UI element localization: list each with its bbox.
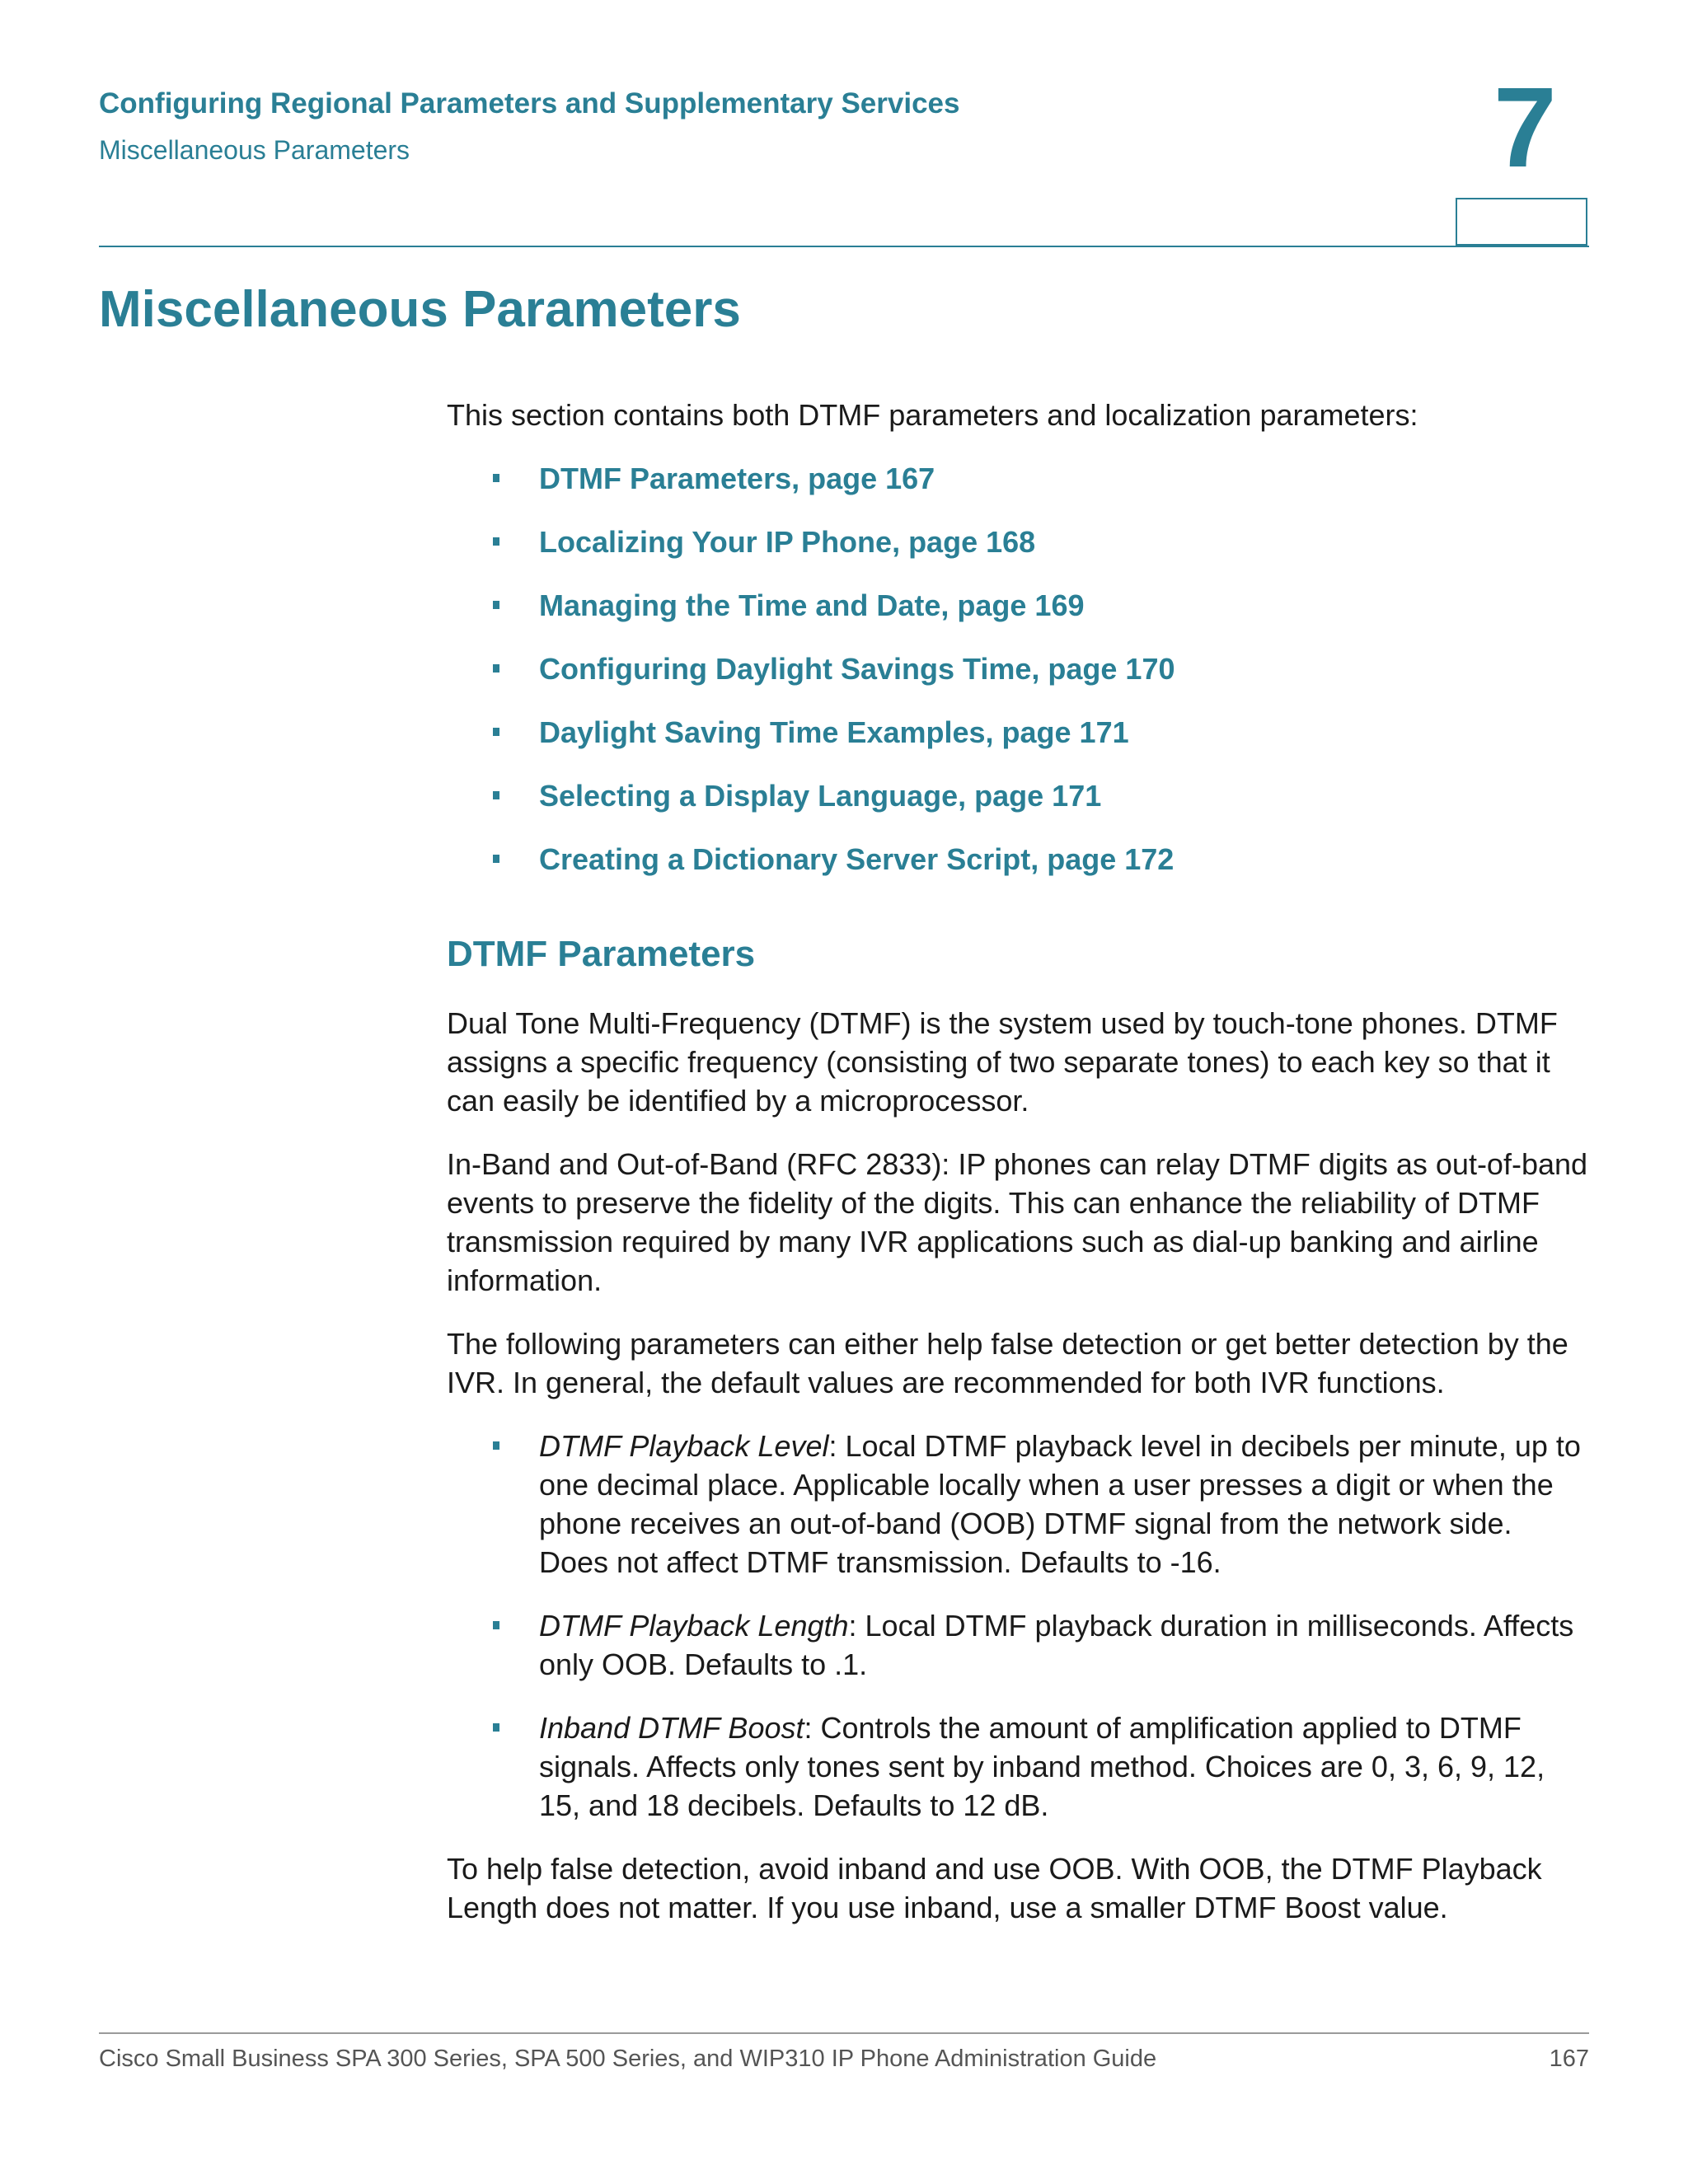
toc-link[interactable] (447, 649, 1589, 688)
bullet-icon (493, 474, 499, 482)
intro-text: This section contains both DTMF parameters and localization parameters: (447, 398, 1418, 432)
parameter-item (447, 1606, 1589, 1684)
parameter-name: DTMF Playback Length (539, 1609, 849, 1643)
chapter-tab-box (1456, 198, 1587, 246)
chapter-title: Configuring Regional Parameters and Supplementary Services (99, 87, 960, 120)
toc-link[interactable] (447, 776, 1589, 815)
bullet-icon (493, 728, 499, 736)
toc-link-label: Creating a Dictionary Server Script, page 172 (539, 842, 1175, 876)
parameter-description: : Controls the amount of amplification applied to DTMF signals. Affects only tones sent by inband method. Choices are 0, 3, 6, 9, 12, 15, and 18 decibels. Defaults to 12 dB. (539, 1711, 1545, 1822)
body-paragraph: The following parameters can either help false detection or get better detection by the IVR. In general, the default values are recommended for both IVR functions. (447, 1327, 1568, 1399)
body-paragraph: In-Band and Out-of-Band (RFC 2833): IP phones can relay DTMF digits as out-of-band events to preserve the fidelity of the digits. This can enhance the reliability of DTMF transmission required by many IVR applications such as dial-up banking and airline information. (447, 1147, 1588, 1297)
section-subtitle: Miscellaneous Parameters (99, 135, 410, 165)
closing-paragraph: To help false detection, avoid inband and use OOB. With OOB, the DTMF Playback Length does not matter. If you use inband, use a smaller DTMF Boost value. (447, 1852, 1542, 1924)
chapter-number: 7 (1493, 64, 1554, 191)
bullet-icon (493, 1723, 499, 1732)
toc-link-label: Selecting a Display Language, page 171 (539, 779, 1102, 813)
section-heading: DTMF Parameters (447, 934, 756, 974)
bullet-icon (493, 1621, 499, 1629)
toc-link[interactable] (447, 713, 1589, 752)
parameter-name: Inband DTMF Boost (539, 1711, 804, 1745)
parameter-description: : Local DTMF playback level in decibels per minute, up to one decimal place. Applicable locally when a user presses a digit or when the phone receives an out-of-band (OOB) DTMF signal from the network side. Does not affect DTMF transmission. Defaults to -16. (539, 1429, 1581, 1579)
toc-link[interactable] (447, 840, 1589, 879)
body-paragraph: Dual Tone Multi-Frequency (DTMF) is the system used by touch-tone phones. DTMF assigns a specific frequency (consisting of two separate tones) to each key so that it can easily be identified by a microprocessor. (447, 1006, 1558, 1118)
toc-link-label: Configuring Daylight Savings Time, page 170 (539, 652, 1175, 686)
toc-link[interactable] (447, 523, 1589, 561)
bullet-icon (493, 664, 499, 673)
main-content (447, 396, 1589, 1927)
bullet-icon (493, 855, 499, 863)
toc-list (447, 459, 1589, 879)
toc-link-label: Localizing Your IP Phone, page 168 (539, 525, 1036, 559)
parameter-item (447, 1708, 1589, 1825)
bullet-icon (493, 791, 499, 799)
parameter-list (447, 1427, 1589, 1825)
toc-link[interactable] (447, 586, 1589, 625)
page-title: Miscellaneous Parameters (99, 281, 741, 338)
footer-divider (99, 2032, 1589, 2034)
toc-link[interactable] (447, 459, 1589, 498)
footer-guide-title: Cisco Small Business SPA 300 Series, SPA 500 Series, and WIP310 IP Phone Administration Guide (99, 2046, 1157, 2072)
toc-link-label: Daylight Saving Time Examples, page 171 (539, 715, 1129, 749)
toc-link-label: DTMF Parameters, page 167 (539, 462, 935, 495)
footer-page-number: 167 (1549, 2046, 1589, 2072)
parameter-description: : Local DTMF playback duration in milliseconds. Affects only OOB. Defaults to .1. (539, 1609, 1574, 1681)
header-divider (99, 246, 1589, 247)
bullet-icon (493, 601, 499, 609)
bullet-icon (493, 1441, 499, 1450)
parameter-item (447, 1427, 1589, 1582)
bullet-icon (493, 537, 499, 546)
toc-link-label: Managing the Time and Date, page 169 (539, 588, 1085, 622)
parameter-name: DTMF Playback Level (539, 1429, 829, 1463)
